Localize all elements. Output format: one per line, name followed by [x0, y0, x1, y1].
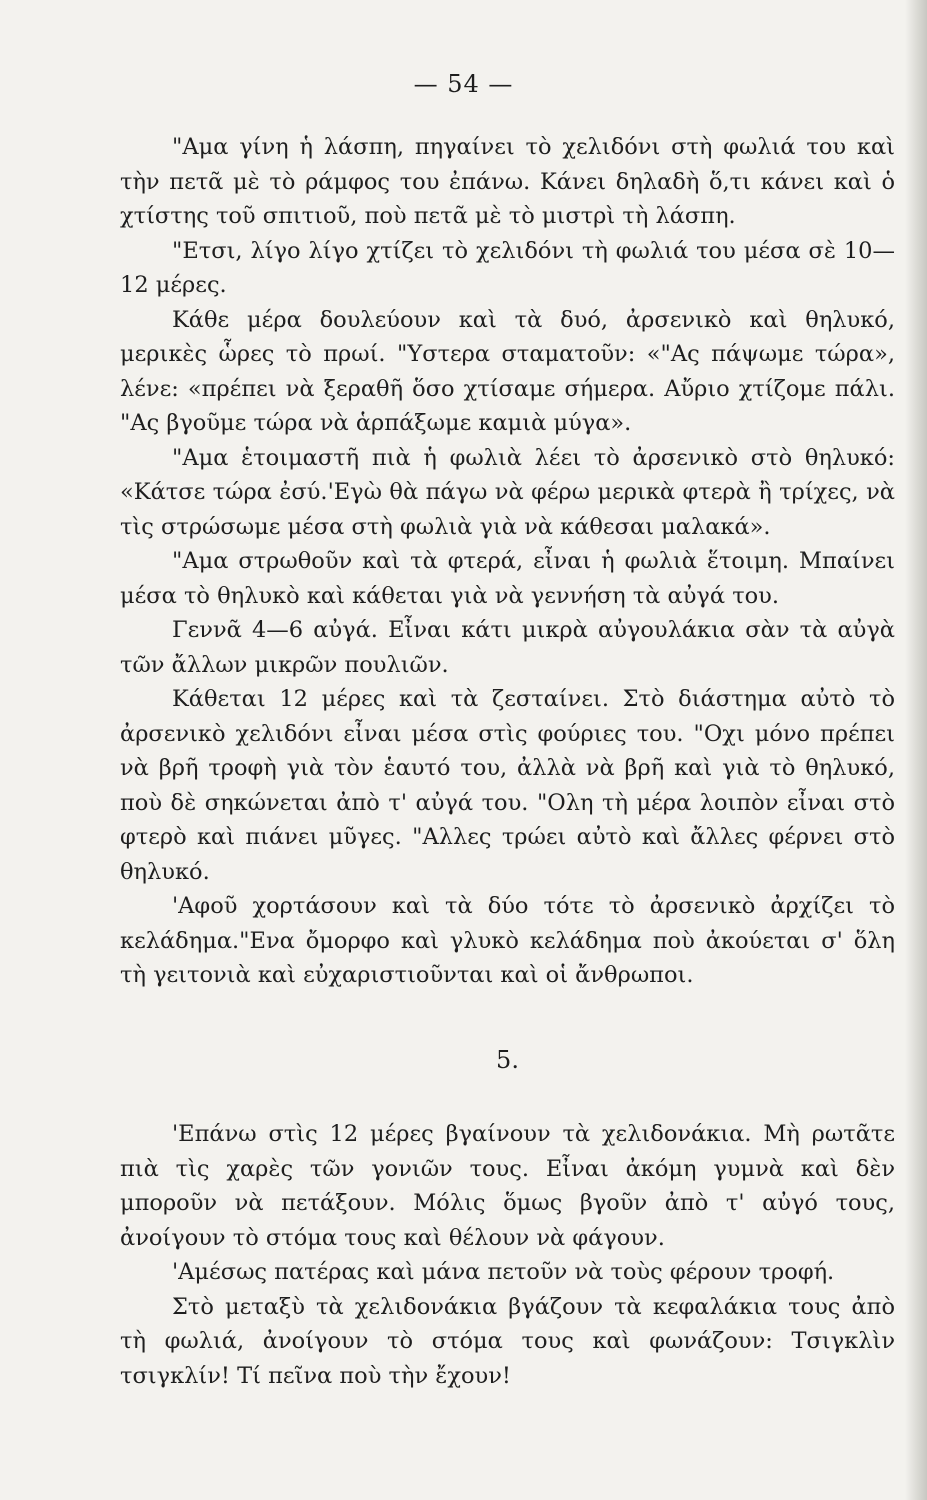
- paragraph: "Ετσι, λίγο λίγο χτίζει τὸ χελιδόνι τὴ φωλιά του μέσα σὲ 10—12 μέρες.: [120, 237, 895, 298]
- paragraph: Κάθεται 12 μέρες καὶ τὰ ζεσταίνει. Στὸ διάστημα αὐτὸ τὸ ἀρσενικὸ χελιδόνι εἶναι μέσα στὶς φούριες του. "Οχι μόνο πρέπει νὰ βρῆ τροφὴ γιὰ τὸν ἑαυτό του, ἀλλὰ νὰ βρῆ καὶ γιὰ τὸ θηλυκό, ποὺ δὲ σηκώνεται ἀπὸ τ' αὐγά του. "Ολη τὴ μέρα λοιπὸν εἶναι στὸ φτερὸ καὶ πιάνει μῦγες. "Αλλες τρώει αὐτὸ καὶ ἄλλες φέρνει στὸ θηλυκό.: [120, 686, 895, 885]
- paragraph: "Αμα γίνη ἡ λάσπη, πηγαίνει τὸ χελιδόνι στὴ φωλιά του καὶ τὴν πετᾶ μὲ τὸ ράμφος του ἐπάνω. Κάνει δηλαδὴ ὅ,τι κάνει καὶ ὁ χτίστης τοῦ σπιτιοῦ, ποὺ πετᾶ μὲ τὸ μιστρὶ τὴ λάσπη.: [120, 134, 895, 229]
- paragraph: "Αμα στρωθοῦν καὶ τὰ φτερά, εἶναι ἡ φωλιὰ ἕτοιμη. Μπαίνει μέσα τὸ θηλυκὸ καὶ κάθεται γιὰ νὰ γεννήση τὰ αὐγά του.: [120, 548, 895, 609]
- paragraph: 'Επάνω στὶς 12 μέρες βγαίνουν τὰ χελιδονάκια. Μὴ ρωτᾶτε πιὰ τὶς χαρὲς τῶν γονιῶν τους. Εἶναι ἀκόμη γυμνὰ καὶ δὲν μποροῦν νὰ πετάξουν. Μόλις ὅμως βγοῦν ἀπὸ τ' αὐγό τους, ἀνοίγουν τὸ στόμα τους καὶ θέλουν νὰ φάγουν.: [120, 1121, 895, 1251]
- section-heading: 5.: [496, 1045, 519, 1074]
- paragraph: 'Αφοῦ χορτάσουν καὶ τὰ δύο τότε τὸ ἀρσενικὸ ἀρχίζει τὸ κελάδημα."Ενα ὄμορφο καὶ γλυκὸ κελάδημα ποὺ ἀκούεται σ' ὅλη τὴ γειτονιὰ καὶ εὐχαριστιοῦνται καὶ οἱ ἄνθρωποι.: [120, 893, 895, 988]
- paragraph: "Αμα ἑτοιμαστῆ πιὰ ἡ φωλιὰ λέει τὸ ἀρσενικὸ στὸ θηλυκό: «Κάτσε τώρα ἐσύ.'Εγὼ θὰ πάγω νὰ φέρω μερικὰ φτερὰ ἢ τρίχες, νὰ τὶς στρώσωμε μέσα στὴ φωλιὰ γιὰ νὰ κάθεσαι μαλακά».: [120, 444, 895, 540]
- page-edge-shadow: [905, 0, 927, 1500]
- paragraph: 'Αμέσως πατέρας καὶ μάνα πετοῦν νὰ τοὺς φέρουν τροφή.: [172, 1259, 835, 1285]
- paragraph: Γεννᾶ 4—6 αὐγά. Εἶναι κάτι μικρὰ αὐγουλάκια σὰν τὰ αὐγὰ τῶν ἄλλων μικρῶν πουλιῶν.: [120, 617, 895, 678]
- body-text: [120, 130, 895, 1393]
- paragraph: Στὸ μεταξὺ τὰ χελιδονάκια βγάζουν τὰ κεφαλάκια τους ἀπὸ τὴ φωλιά, ἀνοίγουν τὸ στόμα τους καὶ φωνάζουν: Τσιγκλὶν τσιγκλίν! Τί πεῖνα ποὺ τὴν ἔχουν!: [120, 1293, 895, 1389]
- paragraph: Κάθε μέρα δουλεύουν καὶ τὰ δυό, ἀρσενικὸ καὶ θηλυκό, μερικὲς ὧρες τὸ πρωί. "Υστερα σταματοῦν: «"Ας πάψωμε τώρα», λένε: «πρέπει νὰ ξεραθῆ ὅσο χτίσαμε σήμερα. Αὔριο χτίζομε πάλι. "Ας βγοῦμε τώρα νὰ ἁρπάξωμε καμιὰ μύγα».: [120, 306, 895, 436]
- page-number: — 54 —: [413, 70, 514, 98]
